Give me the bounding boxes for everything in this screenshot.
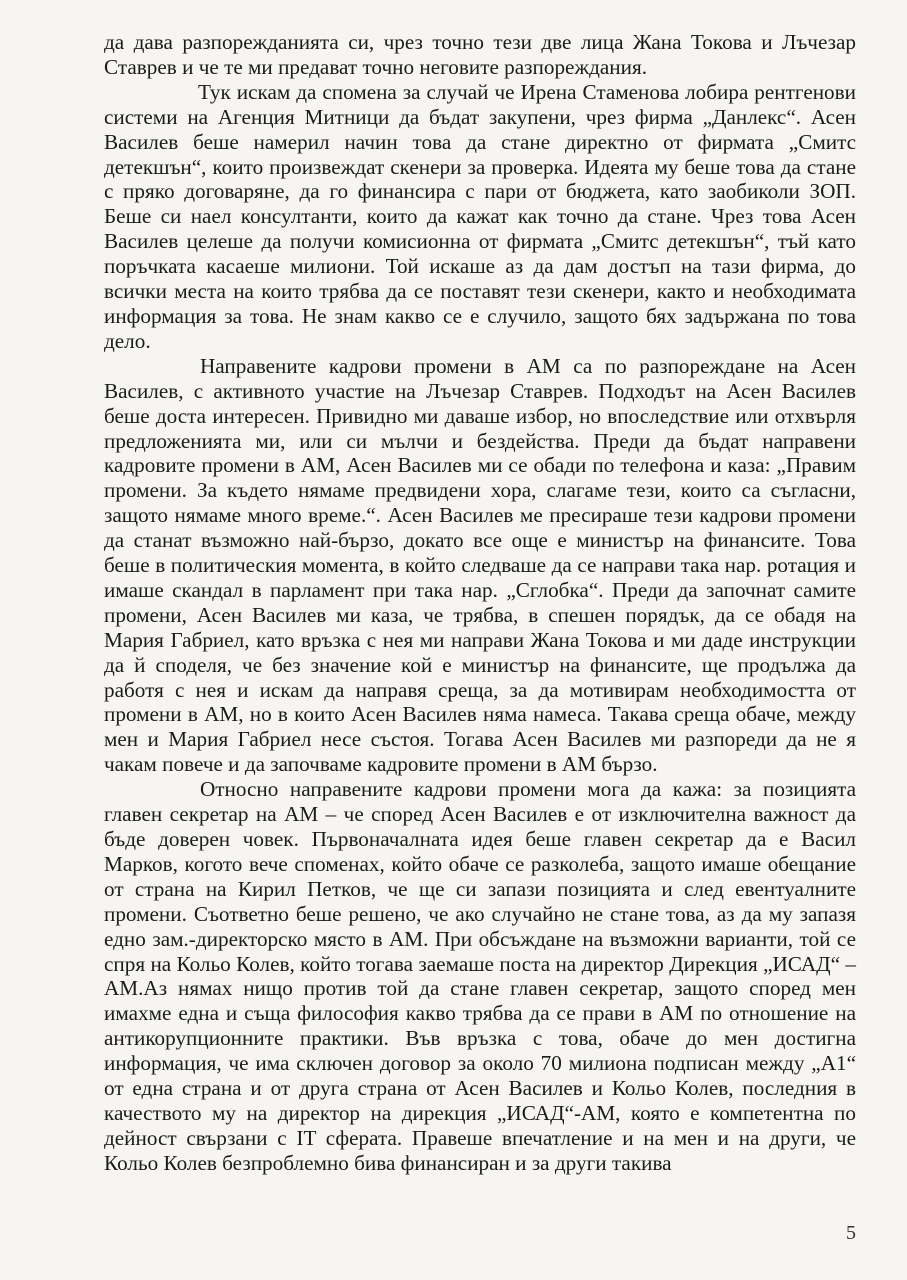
paragraph-continuation: да дава разпорежданията си, чрез точно тези две лица Жана Токова и Лъчезар Ставрев и че те ми предават точно неговите разпореждания. [104, 30, 856, 79]
paragraph-scanners: Тук искам да спомена за случай че Ирена Стаменова лобира рентгенови системи на Агенция Митници да бъдат закупени, чрез фирма „Данлекс“. Асен Василев беше намерил начин това да стане директно от фирмата „Смитс детекшън“, които произвеждат скенери за проверка. Идеята му беше това да стане с пряко договаряне, да го финансира с пари от бюджета, като заобиколи ЗОП. Беше си наел консултанти, които да кажат как точно да стане. Чрез това Асен Василев целеше да получи комисионна от фирмата „Смитс детекшън“, тъй като поръчката касаеше милиони. Той искаше аз да дам достъп на тази фирма, до всички места на които трябва да се поставят тези скенери, както и необходимата информация за това. Не знам какво се е случило, защото бях задържана по това дело. [104, 79, 856, 353]
body-text [104, 30, 856, 1176]
paragraph-staff-changes: Направените кадрови промени в АМ са по разпореждане на Асен Василев, с активното участие на Лъчезар Ставрев. Подходът на Асен Василев беше доста интересен. Привидно ми даваше избор, но впоследствие или отхвърля предложенията ми, или си мълчи и бездейства. Преди да бъдат направени кадровите промени в АМ, Асен Василев ми се обади по телефона и каза: „Правим промени. За където нямаме предвидени хора, слагаме тези, които са съгласни, защото нямаме много време.“. Асен Василев ме пресираше тези кадрови промени да станат възможно най-бързо, докато все още е министър на финансите. Това беше в политическия момента, в който следваше да се направи така нар. ротация и имаше скандал в парламент при така нар. „Сглобка“. Преди да започнат самите промени, Асен Василев ми каза, че трябва, в спешен порядък, да се обадя на Мария Габриел, като връзка с нея ми направи Жана Токова и ми даде инструкции да й споделя, че без значение кой е министър на финансите, ще продължа да работя с нея и искам да направя среща, за да мотивирам необходимостта от промени в АМ, но в които Асен Василев няма намеса. Такава среща обаче, между мен и Мария Габриел несе състоя. Тогава Асен Василев ми разпореди да не я чакам повече и да започваме кадровите промени в АМ бързо. [104, 353, 856, 777]
paragraph-chief-secretary: Относно направените кадрови промени мога да кажа: за позицията главен секретар на АМ – че според Асен Василев е от изключителна важност да бъде доверен човек. Първоначалната идея беше главен секретар да е Васил Марков, когото вече споменах, който обаче се разколеба, защото имаше обещание от страна на Кирил Петков, че ще си запази позицията и след евентуалните промени. Съответно беше решено, че ако случайно не стане това, аз да му запазя едно зам.-директорско място в АМ. При обсъждане на възможни варианти, той се спря на Кольо Колев, който тогава заемаше поста на директор Дирекция „ИСАД“ – АМ.Аз нямах нищо против той да стане главен секретар, защото според мен имахме една и съща философия какво трябва да се прави в АМ по отношение на антикорупционните практики. Във връзка с това, обаче до мен достигна информация, че има сключен договор за около 70 милиона подписан между „А1“ от една страна и от друга страна от Асен Василев и Кольо Колев, последния в качеството му на директор на дирекция „ИСАД“-АМ, която е компетентна по дейност свързани с IT сферата. Правеше впечатление и на мен и на други, че Кольо Колев безпроблемно бива финансиран и за други такива [104, 777, 856, 1175]
page-number: 5 [846, 1222, 856, 1244]
